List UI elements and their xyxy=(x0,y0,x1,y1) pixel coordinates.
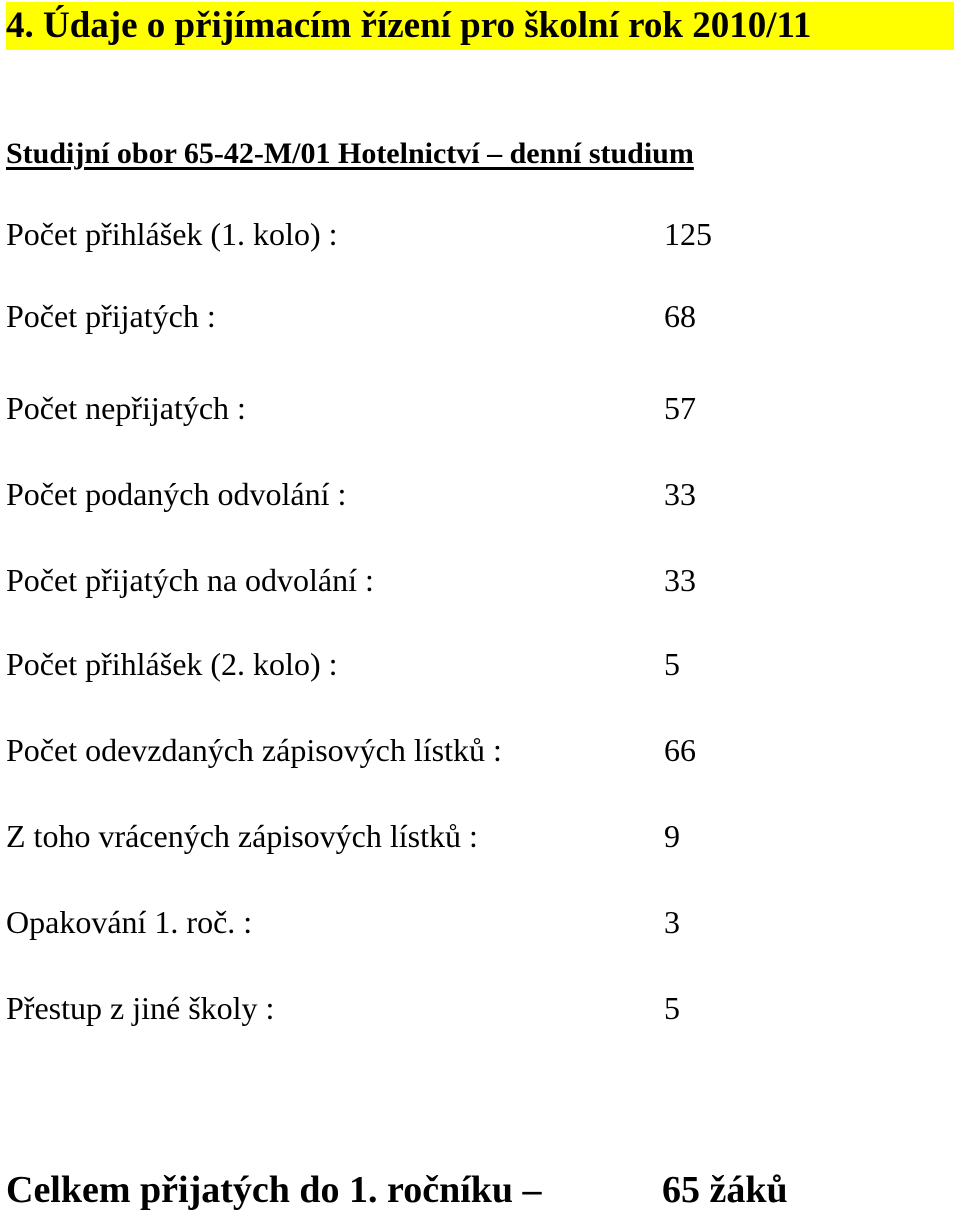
stat-label: Počet přihlášek (2. kolo) : xyxy=(6,646,338,682)
total-value: 65 žáků xyxy=(662,1169,788,1211)
stat-label: Počet odevzdaných zápisových lístků : xyxy=(6,732,502,768)
stat-value: 33 xyxy=(664,562,696,598)
stat-row xyxy=(6,386,946,430)
stat-value: 68 xyxy=(664,298,696,334)
stat-row xyxy=(6,900,946,944)
total-admitted xyxy=(6,1166,946,1214)
stat-value: 66 xyxy=(664,732,696,768)
section-heading: 4. Údaje o přijímacím řízení pro školní rok 2010/11 xyxy=(6,2,954,50)
stat-value: 5 xyxy=(664,646,680,682)
stat-row xyxy=(6,642,946,686)
stat-value: 5 xyxy=(664,990,680,1026)
stat-label: Přestup z jiné školy : xyxy=(6,990,275,1026)
stat-value: 9 xyxy=(664,818,680,854)
stat-row xyxy=(6,986,946,1030)
stat-label: Z toho vrácených zápisových lístků : xyxy=(6,818,478,854)
stat-row xyxy=(6,472,946,516)
stat-row xyxy=(6,728,946,772)
stat-row xyxy=(6,814,946,858)
stat-row xyxy=(6,294,946,338)
stat-label: Počet přihlášek (1. kolo) : xyxy=(6,216,338,252)
stat-label: Počet podaných odvolání : xyxy=(6,476,347,512)
stat-value: 125 xyxy=(664,216,712,252)
stat-label: Počet přijatých : xyxy=(6,298,216,334)
stat-value: 57 xyxy=(664,390,696,426)
stat-label: Počet nepřijatých : xyxy=(6,390,246,426)
stat-row xyxy=(6,558,946,602)
stat-row xyxy=(6,212,946,256)
stat-label: Opakování 1. roč. : xyxy=(6,904,253,940)
stat-value: 3 xyxy=(664,904,680,940)
total-label: Celkem přijatých do 1. ročníku – xyxy=(6,1169,542,1211)
stat-value: 33 xyxy=(664,476,696,512)
stat-label: Počet přijatých na odvolání : xyxy=(6,562,374,598)
study-program-title: Studijní obor 65-42-M/01 Hotelnictví – denní studium xyxy=(6,137,694,170)
